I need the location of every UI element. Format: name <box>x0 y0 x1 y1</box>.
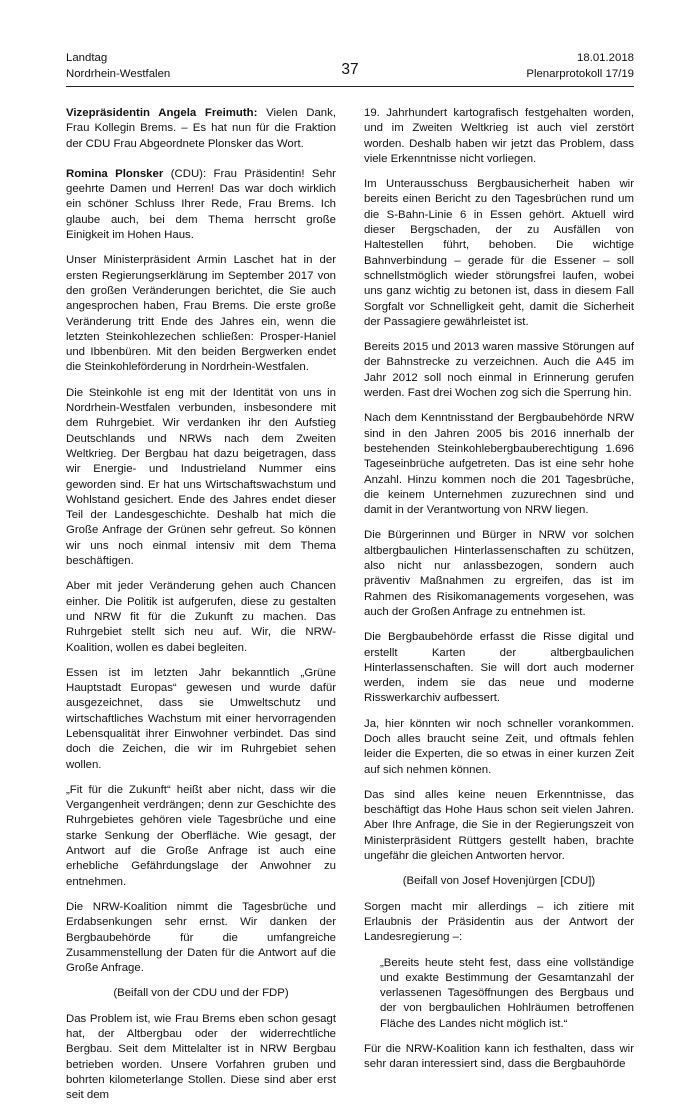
paragraph: „Fit für die Zukunft“ heißt aber nicht, dass wir die Vergangenheit verdrängen; denn zur Geschichte des Ruhrgebietes gehören viele Tagesbrüche und eine starke Senkung der Oberfläche. Wie gesagt, der Antwort auf die Große Anfrage ist auch eine erhebliche Gefährdungslage der Anwohner zu entnehmen. <box>66 783 336 888</box>
paragraph: 19. Jahrhundert kartografisch festgehalten worden, und im Zweiten Weltkrieg ist auch viel zerstört worden. Deshalb haben wir jetzt das Problem, dass viele Erkenntnisse nicht vorliegen. <box>364 107 634 165</box>
block-quote: „Bereits heute steht fest, dass eine vollständige und exakte Bestimmung der Gesamtanzahl der verlassenen Tagesöffnungen des Bergbaus und der von bergbaulichen Hohlräumen betroffenen Fläche des Landes nicht möglich ist.“ <box>380 956 634 1030</box>
protocol-number: Plenarprotokoll 17/19 <box>526 68 634 80</box>
paragraph: Das sind alles keine neuen Erkenntnisse, das beschäftigt das Hohe Haus schon seit vielen Jahren. Aber Ihre Anfrage, die Sie in der Regierungszeit von Ministerpräsident Rüttgers gestellt haben, brachte ungefähr die gleichen Antworten hervor. <box>364 788 634 863</box>
state-name: Nordrhein-Westfalen <box>66 68 171 80</box>
paragraph: Sorgen macht mir allerdings – ich zitiere mit Erlaubnis der Präsidentin aus der Antwort der Landesregierung –: <box>364 900 634 944</box>
paragraph: Im Unterausschuss Bergbausicherheit haben wir bereits einen Bericht zu den Tagesbrüchen rund um die S-Bahn-Linie 6 in Essen gehört. Aktuell wird dieser Bergschaden, der zu Ausfällen von Haltestellen führt, behoben. Die wichtige Bahnverbindung – gerade für die Essener – soll schnellstmöglich wieder störungsfrei laufen, wobei uns ganz wichtig zu betonen ist, dass in diesem Fall Sorgfalt vor Schnelligkeit geht, damit die Sicherheit der Passagiere gewährleistet ist. <box>364 178 634 328</box>
paragraph: Die Bergbaubehörde erfasst die Risse digital und erstellt Karten der altbergbaulichen Hinterlassenschaften. Sie will dort auch moderner werden, indem sie das neue und moderne Risswerkarchiv aufbessert. <box>364 631 634 705</box>
left-column <box>66 106 336 1114</box>
session-date: 18.01.2018 <box>576 52 634 64</box>
paragraph: Die NRW-Koalition nimmt die Tagesbrüche und Erdabsenkungen sehr ernst. Wir danken der Bergbaubehörde für die umfangreiche Zusammenstellung der Daten für die Antwort auf die Große Anfrage. <box>66 900 336 975</box>
parliament-name: Landtag <box>66 52 108 64</box>
speech-text: (CDU): Frau Präsidentin! Sehr geehrte Damen und Herren! Das war doch wirklich ein schöner Schluss Ihrer Rede, Frau Brems. Ich glaube auch, bei dem Thema herrscht große Einigkeit im Hohen Haus. <box>66 167 336 242</box>
paragraph: Unser Ministerpräsident Armin Laschet hat in der ersten Regierungserklärung im September 2017 von den großen Veränderungen berichtet, die Sie auch angesprochen haben, Frau Brems. Die erste große Veränderung tritt Ende des Jahres ein, wenn die letzten Steinkohlezechen schließen: Prosper-Haniel und Ibbenbüren. Mit den beiden Bergwerken endet die Steinkohleförderung in Nordrhein-Westfalen. <box>66 254 336 374</box>
paragraph: Das Problem ist, wie Frau Brems eben schon gesagt hat, der Altbergbau oder der widerrechtliche Bergbau. Seit dem Mittelalter ist in NRW Bergbau betrieben worden. Unsere Vorfahren gruben und bohrten kilometerlange Stollen. Diese sind aber erst seit dem <box>66 1012 336 1102</box>
paragraph: Die Bürgerinnen und Bürger in NRW vor solchen altbergbaulichen Hinterlassenschaften zu schützen, also nicht nur anlassbezogen, sondern auch präventiv Maßnahmen zu ergreifen, das ist im Rahmen des Risikomanagements vorgesehen, was auch der Großen Anfrage zu entnehmen ist. <box>364 529 634 618</box>
speaker-name: Romina Plonsker <box>66 167 164 180</box>
header-right <box>526 50 634 82</box>
page-number: 37 <box>341 61 359 78</box>
paragraph: Für die NRW-Koalition kann ich festhalten, dass wir sehr daran interessiert sind, dass die Bergbauhörde <box>364 1043 634 1071</box>
applause-note: (Beifall von der CDU und der FDP) <box>113 987 289 1000</box>
paragraph: Bereits 2015 und 2013 waren massive Störungen auf der Bahnstrecke zu verzeichnen. Auch die A45 im Jahr 2012 soll noch einmal in Erinnerung gerufen werden. Fast drei Wochen zog sich die Sperrung hin. <box>364 341 634 400</box>
speech-text: Vielen Dank, Frau Kollegin Brems. – Es hat nun für die Fraktion der CDU Frau Abgeordnete Plonsker das Wort. <box>66 107 336 150</box>
paragraph: Essen ist im letzten Jahr bekanntlich „Grüne Hauptstadt Europas“ gewesen und wurde dafür ausgezeichnet, dass sie Umweltschutz und wirtschaftliches Wachstum mit einer hervorragenden Lebensqualität ihrer Einwohner verbindet. Das sind doch die Zeichen, die wir im Ruhrgebiet sehen wollen. <box>66 666 336 771</box>
paragraph: Nach dem Kenntnisstand der Bergbaubehörde NRW sind in den Jahren 2005 bis 2016 innerhalb der bestehenden Steinkohlebergbauberechtigung 1.696 Tageseinbrüche aufgetreten. Das ist eine sehr hohe Anzahl. Hinzu kommen noch die 201 Tagesbrüche, die keinem Unternehmen zuzurechnen sind und damit in der Verantwortung von NRW liegen. <box>364 412 634 517</box>
paragraph-speaker <box>66 106 336 152</box>
applause-note: (Beifall von Josef Hovenjürgen [CDU]) <box>402 875 596 888</box>
paragraph: Aber mit jeder Veränderung gehen auch Chancen einher. Die Politik ist aufgerufen, diese zu gestalten und NRW fit für die Zukunft zu machen. Das Ruhrgebiet stellt sich neu auf. Wir, die NRW-Koalition, wollen es dabei begleiten. <box>66 580 336 654</box>
paragraph-speaker <box>66 167 336 243</box>
paragraph: Die Steinkohle ist eng mit der Identität von uns in Nordrhein-Westfalen verbunden, insbesondere mit dem Ruhrgebiet. Wir verdanken ihr den Aufstieg Deutschlands und NRWs nach dem Zweiten Weltkrieg. Der Bergbau hat dazu beigetragen, dass wir Energie- und Industrieland Nummer eins geworden sind. Er hat uns Wirtschaftswachstum und Wohlstand gesichert. Ende des Jahres endet dieser Teil der Landesgeschichte. Deshalb hat mich die Große Anfrage der Grünen sehr gefreut. So können wir uns noch einmal intensiv mit dem Thema beschäftigen. <box>66 386 336 568</box>
page-header <box>66 50 634 84</box>
paragraph: Ja, hier könnten wir noch schneller vorankommen. Doch alles braucht seine Zeit, und oftmals fehlen leider die Experten, die so etwas in einer kurzen Zeit auf sich nehmen können. <box>364 717 634 776</box>
header-divider <box>66 86 634 87</box>
speaker-name: Vizepräsidentin Angela Freimuth: <box>66 107 258 119</box>
right-column <box>364 106 634 1083</box>
